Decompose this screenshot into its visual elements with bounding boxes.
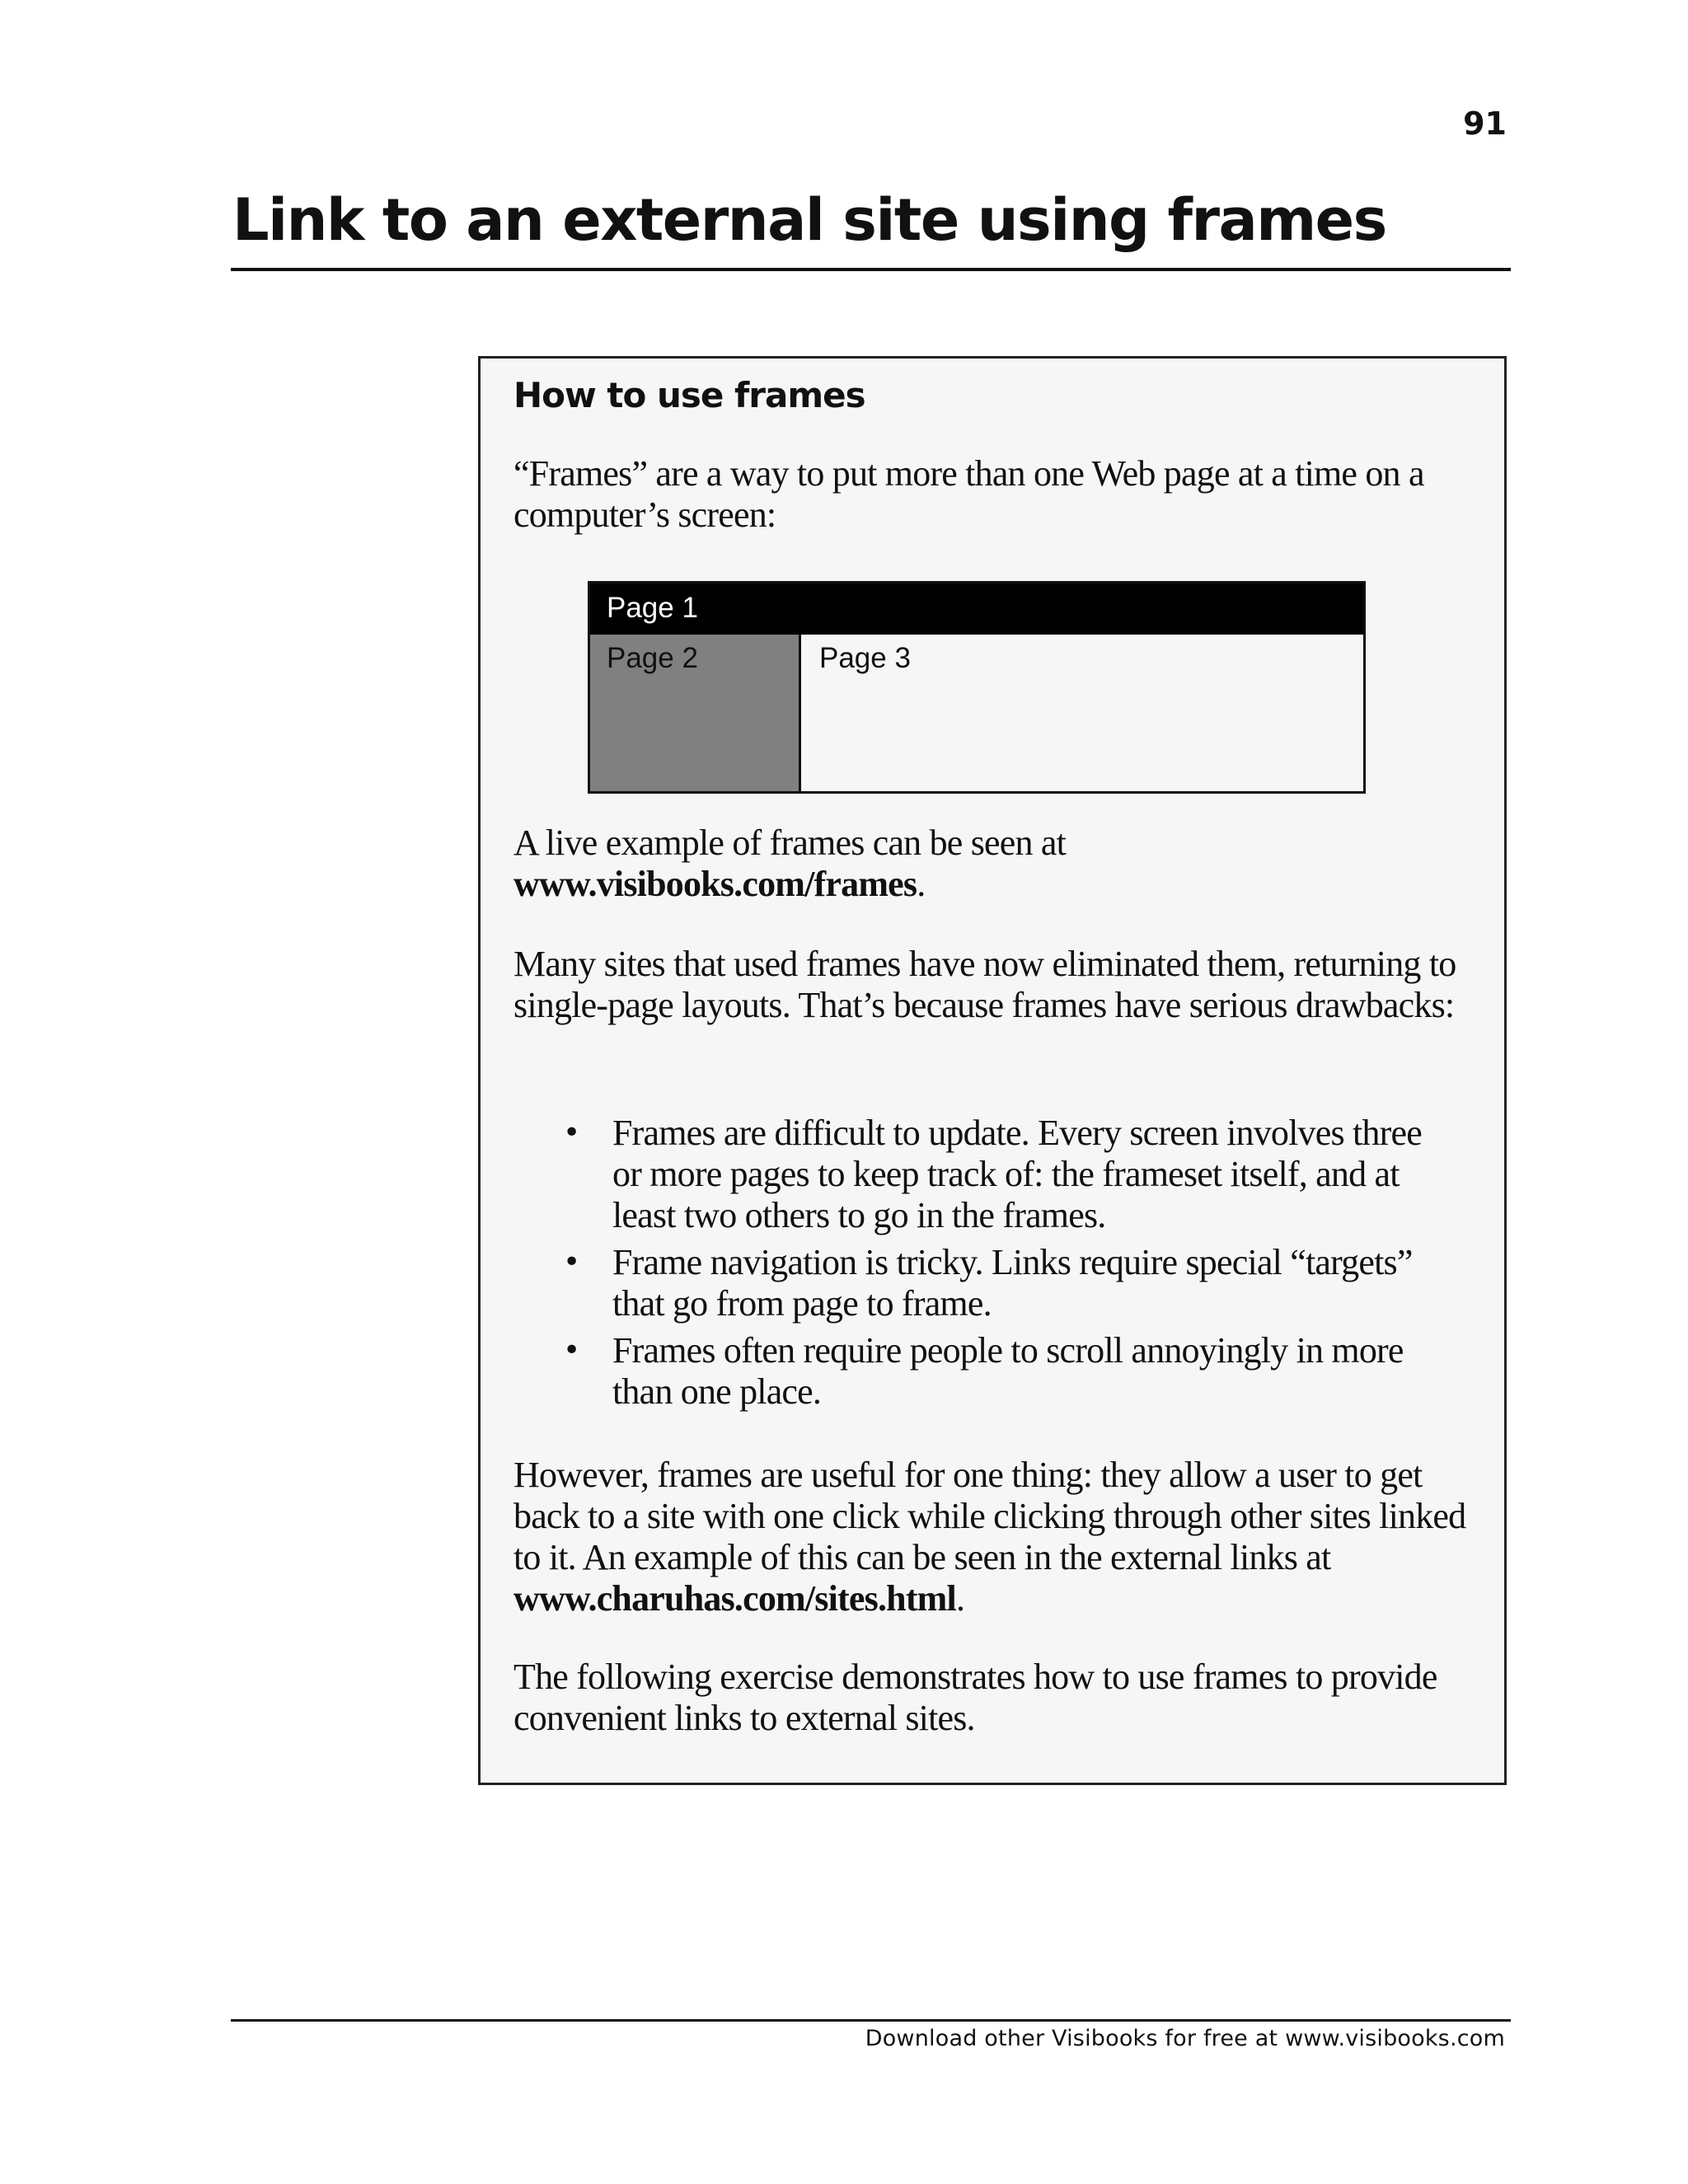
list-item-text: Frames are difficult to update. Every screen involves three or more pages to keep track of: the frameset itself, and at least two others to go in the frames.: [612, 1113, 1422, 1235]
bullet-icon: •: [563, 1116, 580, 1150]
charuhas-sites-link[interactable]: www.charuhas.com/sites.html: [513, 1578, 956, 1619]
list-item-text: Frames often require people to scroll annoyingly in more than one place.: [612, 1330, 1404, 1412]
list-item: [563, 1242, 1445, 1324]
drawbacks-paragraph: Many sites that used frames have now eliminated them, returning to single-page layouts. That’s because frames have serious drawbacks:: [513, 944, 1456, 1025]
bullet-icon: •: [563, 1333, 580, 1367]
frame-page-3: Page 3: [819, 642, 911, 674]
box-heading: How to use frames: [513, 375, 865, 415]
however-paragraph: [513, 1455, 1478, 1619]
visibooks-frames-link[interactable]: www.visibooks.com/frames: [513, 864, 917, 904]
list-item: [563, 1330, 1445, 1413]
footer-text: Download other Visibooks for free at www.visibooks.com: [865, 2026, 1505, 2051]
title-divider: [231, 268, 1511, 271]
drawbacks-list: [563, 1113, 1445, 1418]
page-number: 91: [1463, 105, 1507, 142]
however-period: .: [955, 1578, 965, 1619]
list-item-text: Frame navigation is tricky. Links require special “targets” that go from page to frame.: [612, 1242, 1413, 1324]
frames-diagram: [588, 581, 1366, 794]
live-example-paragraph: [513, 823, 1478, 905]
list-item: [563, 1113, 1445, 1236]
info-box: [478, 356, 1507, 1785]
intro-paragraph: “Frames” are a way to put more than one Web page at a time on a computer’s screen:: [513, 453, 1424, 535]
exercise-intro-paragraph: The following exercise demonstrates how to use frames to provide convenient links to external sites.: [513, 1657, 1437, 1738]
frame-page-1: Page 1: [590, 583, 1363, 635]
bullet-icon: •: [563, 1245, 580, 1279]
footer-divider: [231, 2019, 1511, 2022]
live-example-period: .: [917, 864, 926, 904]
page-title: Link to an external site using frames: [232, 186, 1386, 254]
live-example-text: A live example of frames can be seen at: [513, 823, 1067, 863]
however-text: However, frames are useful for one thing: they allow a user to get back to a site with one click while clicking through other sites linked to it. An example of this can be seen in the external links at: [513, 1455, 1466, 1577]
frame-page-2: Page 2: [590, 635, 801, 791]
